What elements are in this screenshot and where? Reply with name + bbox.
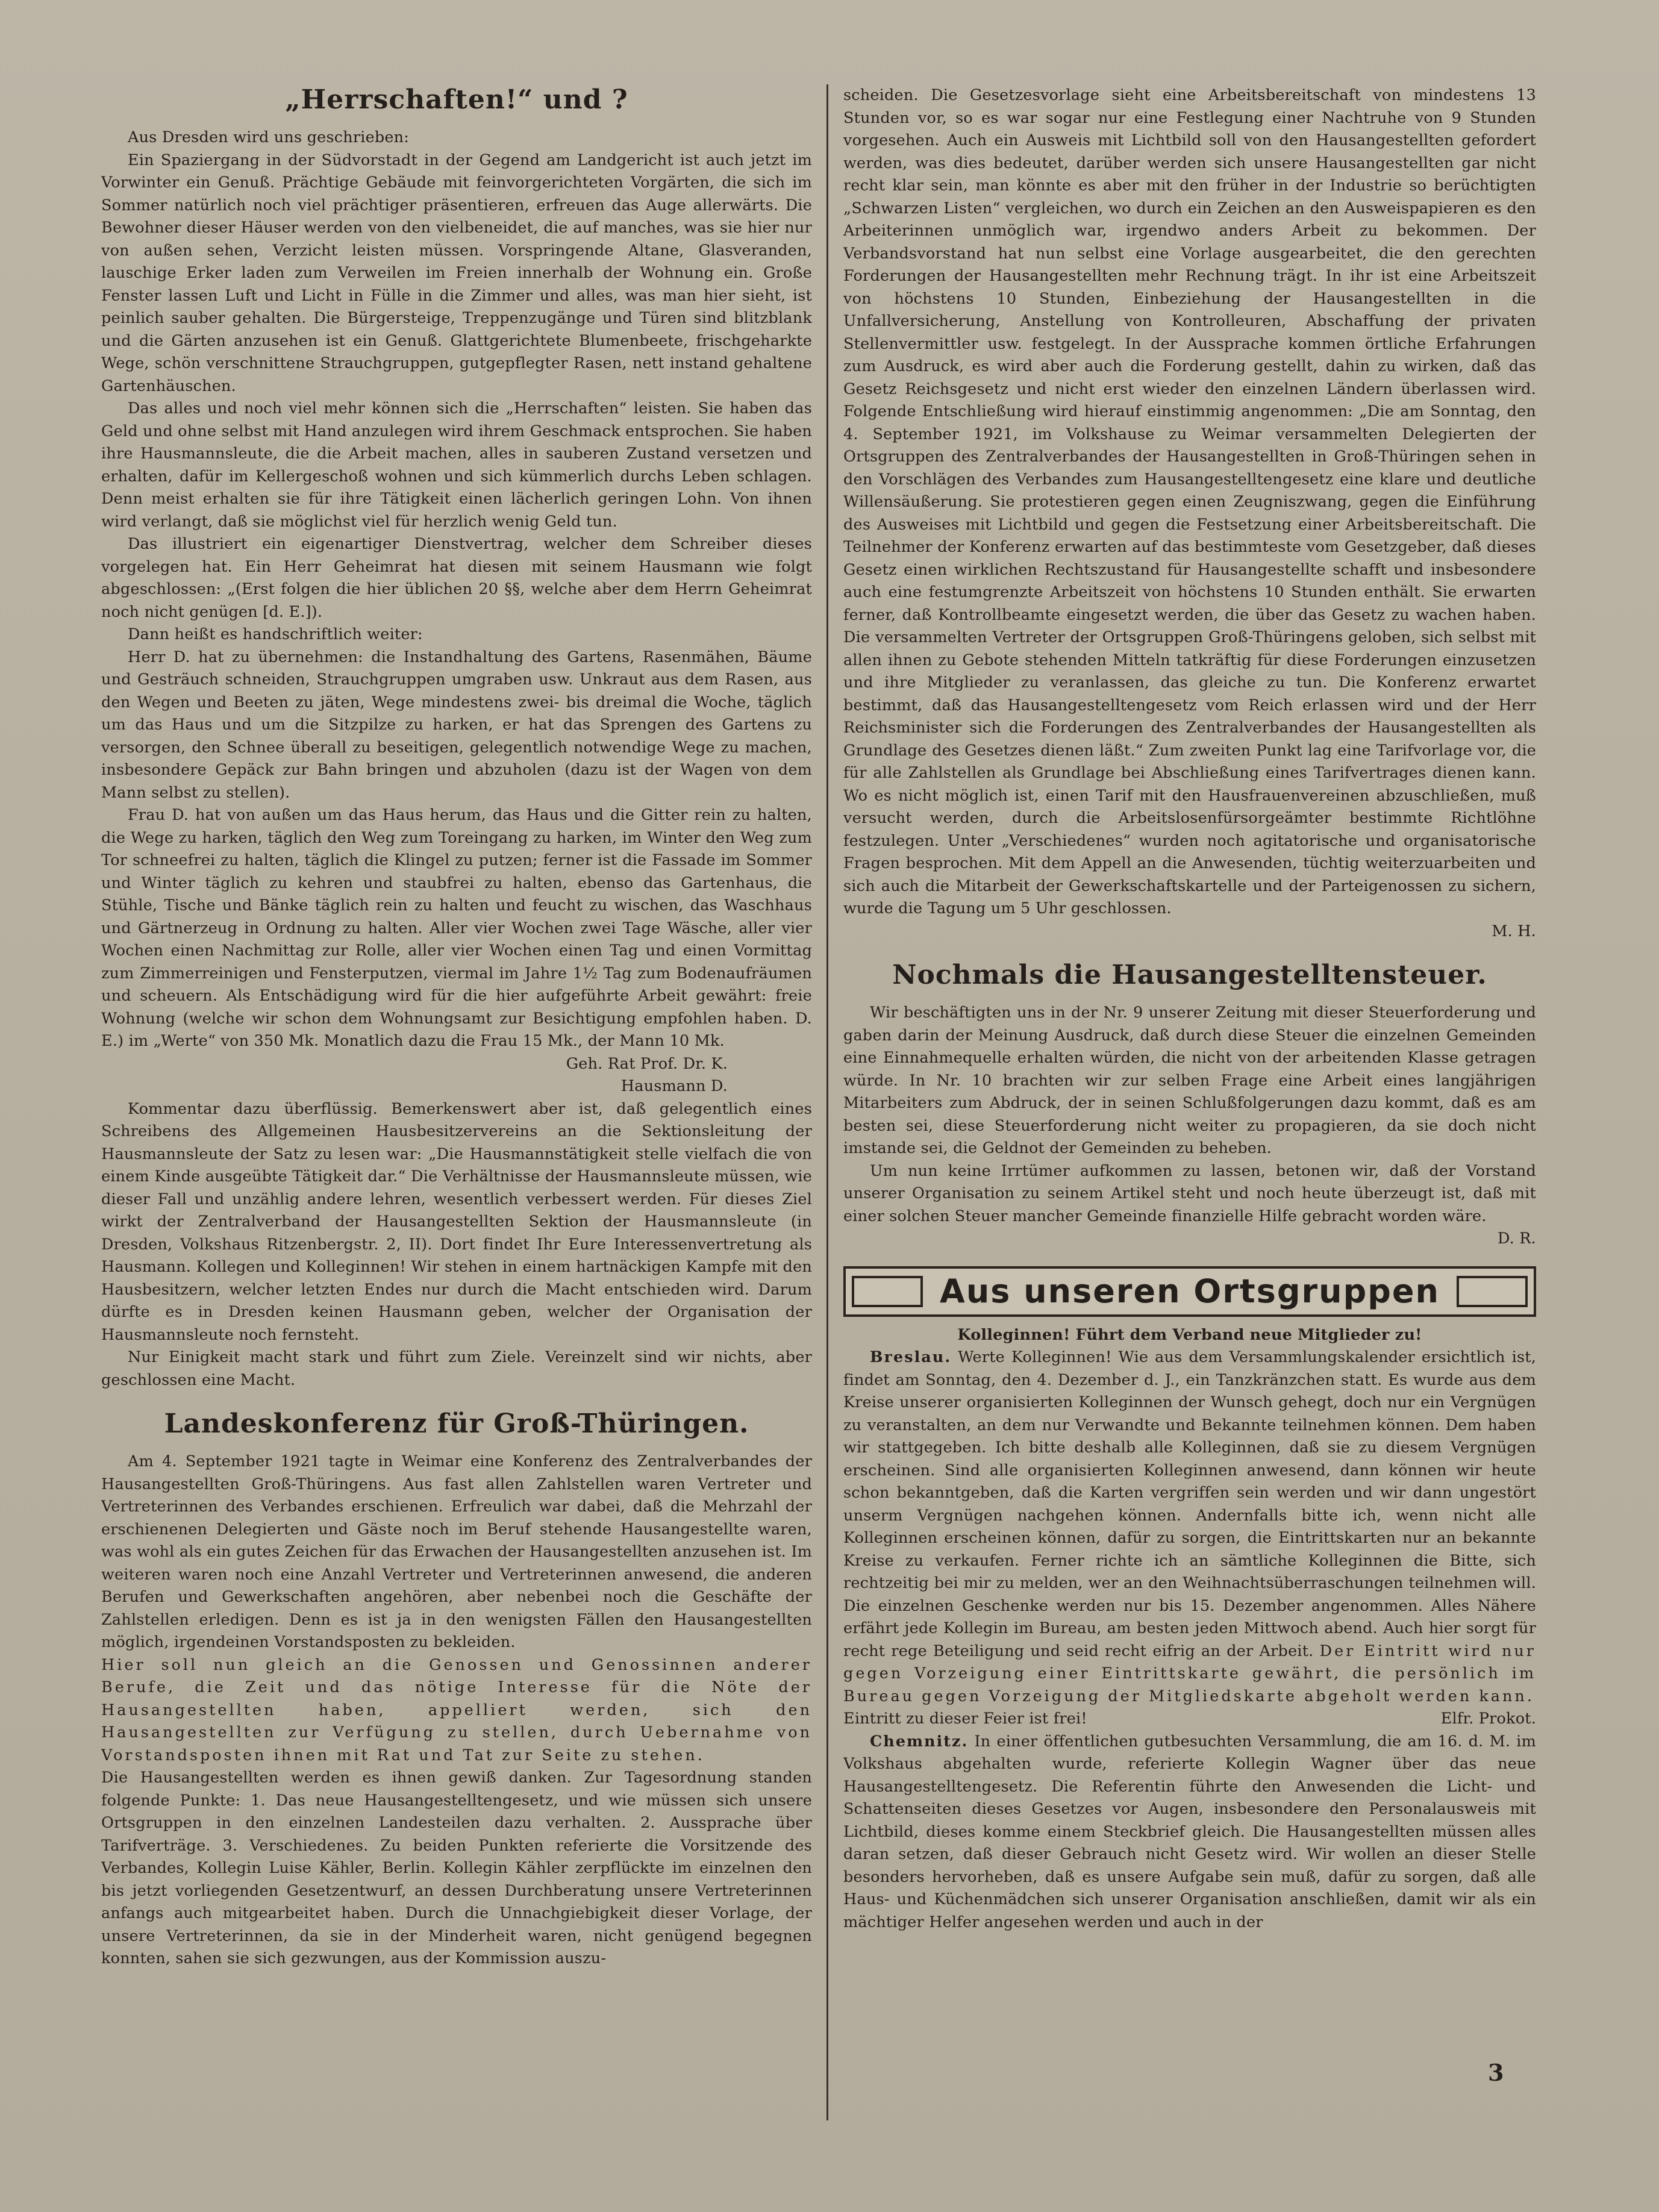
paragraph: Aus Dresden wird uns geschrieben: xyxy=(128,128,410,146)
paragraph: Herr D. hat zu übernehmen: die Instandhaltung des Gartens, Rasenmähen, Bäume und Gesträuch schneiden, Strauchgruppen umgraben usw. Unkraut aus dem Rasen, aus den Wegen und Beeten zu jäten, Wege mindestens zwei- bis dreimal die Woche, täglich um das Haus und um die Sitzpilze zu harken, er hat das Sprengen des Gartens zu versorgen, den Schnee überall zu beseitigen, gelegentlich notwendige Wege zu machen, insbesondere Gepäck zur Bahn bringen und abzuholen (dazu ist der Wagen von dem Mann selbst zu stellen). xyxy=(101,648,812,802)
paragraph: Die Hausangestellten werden es ihnen gewiß danken. Zur Tagesordnung standen folgende Punkte: 1. Das neue Hausangestelltengesetz, und wie müssen sich unsere Ortsgruppen in den einzelnen Landesteilen dazu verhalten. 2. Aussprache über Tarifverträge. 3. Verschiedenes. Zu beiden Punkten referierte die Vorsitzende des Verbandes, Kollegin Luise Kähler, Berlin. Kollegin Kähler zerpflückte im einzelnen den bis jetzt vorliegenden Gesetzentwurf, an dessen Durchberatung unsere Vertreterinnen anfangs auch mitgearbeitet haben. Durch die Unnachgiebigkeit dieser Vorlage, der unsere Vertreterinnen, da sie in der Minderheit waren, nicht genügend begegnen konnten, sahen sie sich gezwungen, aus der Kommission auszu- xyxy=(101,1769,812,1967)
page-number: 3 xyxy=(1488,2059,1504,2086)
report-signature: Elfr. Prokot. xyxy=(1440,1710,1536,1728)
section-banner-ortsgruppen xyxy=(843,1266,1536,1317)
continuation-signature: M. H. xyxy=(1492,922,1536,940)
paragraph-spaced: Hier soll nun gleich an die Genossen und Genossinnen anderer Berufe, die Zeit und das nötige Interesse für die Nöte der Hausangestellten haben, appelliert werden, sich den Hausangestellten zur Verfügung zu stellen, durch Uebernahme von Vorstandsposten ihnen mit Rat und Tat zur Seite zu stehen. xyxy=(101,1655,812,1764)
report-closing: Eintritt zu dieser Feier ist frei! xyxy=(843,1710,1087,1728)
right-column xyxy=(843,84,1536,2120)
contract-signature-2: Hausmann D. xyxy=(620,1077,728,1095)
headline-hausangestelltensteuer: Nochmals die Hausangestelltensteuer. xyxy=(892,960,1487,990)
article-herrschaften xyxy=(101,84,812,1392)
paragraph: Um nun keine Irrtümer aufkommen zu lassen, betonen wir, daß der Vorstand unserer Organisation zu seinem Artikel steht und noch heute überzeugt ist, daß mit einer solchen Steuer mancher Gemeinde finanzielle Hilfe gebracht worden wäre. xyxy=(843,1161,1536,1225)
paragraph: Dann heißt es handschriftlich weiter: xyxy=(128,625,423,643)
banner-ornament-left xyxy=(852,1276,923,1307)
paragraph: Das alles und noch viel mehr können sich die „Herrschaften“ leisten. Sie haben das Geld und ohne selbst mit Hand anzulegen wird ihrem Geschmack entsprochen. Sie haben ihre Hausmannsleute, die die Arbeit machen, alles in sauberen Zustand versetzen und erhalten, dafür im Kellergeschoß wohnen und sich kümmerlich durchs Leben schlagen. Denn meist erhalten sie für ihre Tätigkeit einen lächerlich geringen Lohn. Von ihnen wird verlangt, daß sie möglichst viel für herzlich wenig Geld tun. xyxy=(101,399,812,531)
continuation-paragraph: scheiden. Die Gesetzesvorlage sieht eine Arbeitsbereitschaft von mindestens 13 Stunden vor, so es war sogar nur eine Festlegung einer Nachtruhe von 9 Stunden vorgesehen. Auch ein Ausweis mit Lichtbild soll von den Hausangestellten gefordert werden, was dies bedeutet, darüber werden sich unsere Hausangestellten gar nicht recht klar sein, man könnte es aber mit den früher in der Industrie so berüchtigten „Schwarzen Listen“ vergleichen, wo durch ein Zeichen an den Ausweispapieren es den Arbeiterinnen unmöglich war, irgendwo anders Arbeit zu bekommen. Der Verbandsvorstand hat nun selbst eine Vorlage ausgearbeitet, die den gerechten Forderungen der Hausangestellten mehr Rechnung trägt. In ihr ist eine Arbeitszeit von höchstens 10 Stunden, Einbeziehung der Hausangestellten in die Unfallversicherung, Anstellung von Kontrolleuren, Abschaffung der privaten Stellenvermittler usw. festgelegt. In der Aussprache kommen örtliche Erfahrungen zum Ausdruck, es wird aber auch die Forderung gestellt, dahin zu wirken, daß das Gesetz Reichsgesetz und nicht erst wieder den einzelnen Ländern überlassen wird. Folgende Entschließung wird hierauf einstimmig angenommen: „Die am Sonntag, den 4. September 1921, im Volkshause zu Weimar versammelten Delegierten der Ortsgruppen des Zentralverbandes der Hausangestellten in Groß-Thüringen sehen in den Vorschlägen des Verbandes zum Hausangestelltengesetz eine klare und deutliche Willensäußerung. Sie protestieren gegen einen Zeugniszwang, gegen die Einführung des Ausweises mit Lichtbild und gegen die Festsetzung einer Arbeitsbereitschaft. Die Teilnehmer der Konferenz erwarten auf das bestimmteste vom Gesetzgeber, daß dieses Gesetz einen wirklichen Rechtszustand für Hausangestellte schafft und insbesondere auch eine festumgrenzte Arbeitszeit von höchstens 10 Stunden enthält. Sie erwarten ferner, daß Kontrollbeamte eingesetzt werden, die über das Gesetz zu wachen haben. Die versammelten Vertreter der Ortsgruppen Groß-Thüringens geloben, sich selbst mit allen ihnen zu Gebote stehenden Mitteln tatkräftig für diese Forderungen einzusetzen und ihre Mitglieder zu veranlassen, das gleiche zu tun. Die Konferenz erwartet bestimmt, daß das Hausangestelltengesetz vom Reich erlassen wird und der Herr Reichsminister sich die Forderungen des Zentralverbandes der Hausangestellten als Grundlage des Gesetzes dienen läßt.“ Zum zweiten Punkt lag eine Tarifvorlage vor, die für alle Zahlstellen als Grundlage bei Abschließung eines Tarifvertrages dienen kann. Wo es nicht möglich ist, einen Tarif mit den Hausfrauenvereinen abzuschließen, muß versucht werden, durch die Arbeitslosenfürsorgeämter bestimmte Richtlöhne festzulegen. Unter „Verschiedenes“ wurden noch agitatorische und organisatorische Fragen besprochen. Mit dem Appell an die Anwesenden, tüchtig weiterzuarbeiten und sich auch die Mitarbeit der Gewerkschaftskartelle und der Parteigenossen zu sichern, wurde die Tagung um 5 Uhr geschlossen. xyxy=(843,86,1536,917)
banner-ornament-right xyxy=(1457,1276,1528,1307)
paragraph: Kommentar dazu überflüssig. Bemerkenswert aber ist, daß gelegentlich eines Schreibens des Allgemeinen Hausbesitzervereins an die Sektionsleitung der Hausmannsleute der Satz zu lesen war: „Die Hausmannstätigkeit stelle vielfach die von einem Kinde ausgeübte Tätigkeit dar.“ Die Verhältnisse der Hausmannsleute müssen, wie dieser Fall und unzählig andere lehren, wesentlich verbessert werden. Für dieses Ziel wirkt der Zentralverband der Hausangestellten Sektion der Hausmannsleute (in Dresden, Volkshaus Ritzenbergstr. 2, II). Dort findet Ihr Eure Interessenvertretung als Hausmann. Kollegen und Kolleginnen! Wir stehen in einem hartnäckigen Kampfe mit den Hausbesitzern, welcher letzten Endes nur durch die Macht entschieden wird. Darum dürfte es in Dresden keinen Hausmann geben, welcher der Organisation der Hausmannsleute noch fernsteht. xyxy=(101,1099,812,1344)
report-chemnitz xyxy=(843,1731,1536,1934)
headline-herrschaften: „Herrschaften!“ und ? xyxy=(285,84,628,115)
place-name: Chemnitz. xyxy=(870,1732,969,1751)
report-breslau xyxy=(843,1346,1536,1731)
section-tagline: Kolleginnen! Führt dem Verband neue Mitglieder zu! xyxy=(957,1325,1422,1344)
contract-signature-1: Geh. Rat Prof. Dr. K. xyxy=(566,1054,728,1073)
column-divider xyxy=(826,84,828,2120)
place-name: Breslau. xyxy=(870,1348,952,1366)
paragraph: Ein Spaziergang in der Südvorstadt in der Gegend am Landgericht ist auch jetzt im Vorwinter ein Genuß. Prächtige Gebäude mit feinvorgerichteten Vorgärten, die sich im Sommer natürlich noch viel prächtiger präsentieren, erfreuen das Auge allerwärts. Die Bewohner dieser Häuser werden von den vielbeneidet, die auf manches, was sie hier nur von außen sehen, Verzicht leisten müssen. Vorspringende Altane, Glasveranden, lauschige Erker laden zum Verweilen im Freien innerhalb der Wohnung ein. Große Fenster lassen Luft und Licht in Fülle in die Zimmer und alles, was man hier sieht, ist peinlich sauber gehalten. Die Bürgersteige, Treppenzugänge und Türen sind blitzblank und die Gärten anzusehen ist ein Genuß. Glattgerichtete Blumenbeete, frischgeharkte Wege, schön verschnittene Strauchgruppen, gutgepflegter Rasen, nett instand gehaltene Gartenhäuschen. xyxy=(101,151,812,395)
article-landeskonferenz xyxy=(101,1408,812,1970)
report-closing-line xyxy=(843,1708,1536,1731)
paragraph: Nur Einigkeit macht stark und führt zum Ziele. Vereinzelt sind wir nichts, aber geschlossen eine Macht. xyxy=(101,1348,812,1389)
paragraph: Das illustriert ein eigenartiger Dienstvertrag, welcher dem Schreiber dieses vorgelegen hat. Ein Herr Geheimrat hat diesen mit seinem Hausmann wie folgt abgeschlossen: „(Erst folgen die hier üblichen 20 §§, welche aber dem Herrn Geheimrat noch nicht genügen [d. E.]). xyxy=(101,535,812,621)
report-text: In einer öffentlichen gutbesuchten Versammlung, die am 16. d. M. im Volkshaus abgehalten wurde, referierte Kollegin Wagner über das neue Hausangestelltengesetz. Die Referentin führte den Anwesenden die Licht- und Schattenseiten dieses Gesetzes vor Augen, insbesondere den Personalausweis mit Lichtbild, dieses komme einem Steckbrief gleich. Die Hausangestellten müssen alles daran setzen, daß dieser Gebrauch nicht Gesetz wird. Wir wollen an dieser Stelle besonders hervorheben, daß es unsere Aufgabe sein muß, dafür zu sorgen, daß alle Haus- und Küchenmädchen sich unserer Organisation anschließen, damit wir als ein mächtiger Helfer angesehen werden und auch in der xyxy=(843,1732,1536,1931)
report-spaced-text: Der Eintritt wird nur gegen Vorzeigung einer Eintrittskarte gewährt, die persönlich im Bureau gegen Vorzeigung der Mitgliedskarte abgeholt werden kann. xyxy=(843,1642,1536,1705)
paragraph: Frau D. hat von außen um das Haus herum, das Haus und die Gitter rein zu halten, die Wege zu harken, täglich den Weg zum Toreingang zu harken, im Winter den Weg zum Tor schneefrei zu halten, täglich die Klingel zu putzen; ferner ist die Fassade im Sommer und Winter täglich zu kehren und staubfrei zu halten, ebenso das Gartenhaus, die Stühle, Tische und Bänke täglich rein zu halten und feucht zu wischen, das Waschhaus und Gärtnerzeug in Ordnung zu halten. Aller vier Wochen zwei Tage Wäsche, aller vier Wochen einen Nachmittag zur Rolle, aller vier Wochen einen Tag und einen Vormittag zum Zimmerreinigen und Fensterputzen, viermal im Jahre 1½ Tag zum Bodenaufräumen und scheuern. Als Entschädigung wird für die hier aufgeführte Arbeit gewährt: freie Wohnung (welche wir schon dem Wohnungsamt zur Besichtigung empfohlen haben. D. E.) im „Werte“ von 350 Mk. Monatlich dazu die Frau 15 Mk., der Mann 10 Mk. xyxy=(101,806,812,1050)
report-text: Werte Kolleginnen! Wie aus dem Versammlungskalender ersichtlich ist, findet am Sonntag, den 4. Dezember d. J., ein Tanzkränzchen statt. Es wurde aus dem Kreise unserer organisierten Kolleginnen der Wunsch gehegt, doch nur ein Vergnügen zu veranstalten, an dem nur Verwandte und Bekannte teilnehmen können. Dem haben wir stattgegeben. Ich bitte deshalb alle Kolleginnen, daß sie zu diesem Vergnügen erscheinen. Sind alle organisierten Kolleginnen anwesend, dann können wir heute schon bekanntgeben, daß die Karten vergriffen sein werden und wir dann ungestört unserm Vergnügen nachgehen können. Andernfalls bitte ich, wenn nicht alle Kolleginnen erscheinen können, dafür zu sorgen, die Eintrittskarten nur an bekannte Kreise zu verkaufen. Ferner richte ich an sämtliche Kolleginnen die Bitte, sich rechtzeitig bei mir zu melden, wer an den Weihnachtsüberraschungen teilnehmen will. Die einzelnen Geschenke werden nur bis 15. Dezember angenommen. Alles Nähere erfährt jede Kollegin im Bureau, am besten jeden Mittwoch abend. Auch hier sorgt für recht rege Beteiligung und seid recht eifrig an der Arbeit. xyxy=(843,1348,1536,1660)
article-signature: D. R. xyxy=(1497,1229,1536,1248)
left-column xyxy=(101,84,812,2120)
paragraph: Wir beschäftigten uns in der Nr. 9 unserer Zeitung mit dieser Steuerforderung und gaben darin der Meinung Ausdruck, daß durch diese Steuer die einzelnen Gemeinden eine Einnahmequelle erhalten würden, die nicht von der arbeitenden Klasse getragen würde. In Nr. 10 brachten wir zur selben Frage eine Arbeit eines langjährigen Mitarbeiters zum Abdruck, der in seinen Schlußfolgerungen dazu kommt, daß es am besten sei, diese Steuerforderung nicht weiter zu propagieren, da sie doch nicht imstande sei, die Geldnot der Gemeinden zu beheben. xyxy=(843,1004,1536,1157)
paragraph: Am 4. September 1921 tagte in Weimar eine Konferenz des Zentralverbandes der Hausangestellten Groß-Thüringens. Aus fast allen Zahlstellen waren Vertreter und Vertreterinnen des Verbandes erschienen. Erfreulich war dabei, daß die Mehrzahl der erschienenen Delegierten und Gäste noch im Beruf stehende Hausangestellte waren, was wohl als ein gutes Zeichen für das Erwachen der Hausangestellten anzusehen ist. Im weiteren waren noch eine Anzahl Vertreter und Vertreterinnen anwesend, die anderen Berufen und Gewerkschaften angehören, aber nebenbei noch die Geschäfte der Zahlstellen erledigen. Denn es ist ja in den wenigsten Fällen den Hausangestellten möglich, irgendeinen Vorstandsposten zu bekleiden. xyxy=(101,1452,812,1651)
article-hausangestelltensteuer xyxy=(843,960,1536,1251)
section-title: Aus unseren Ortsgruppen xyxy=(940,1272,1440,1310)
headline-landeskonferenz: Landeskonferenz für Groß-Thüringen. xyxy=(164,1408,749,1439)
